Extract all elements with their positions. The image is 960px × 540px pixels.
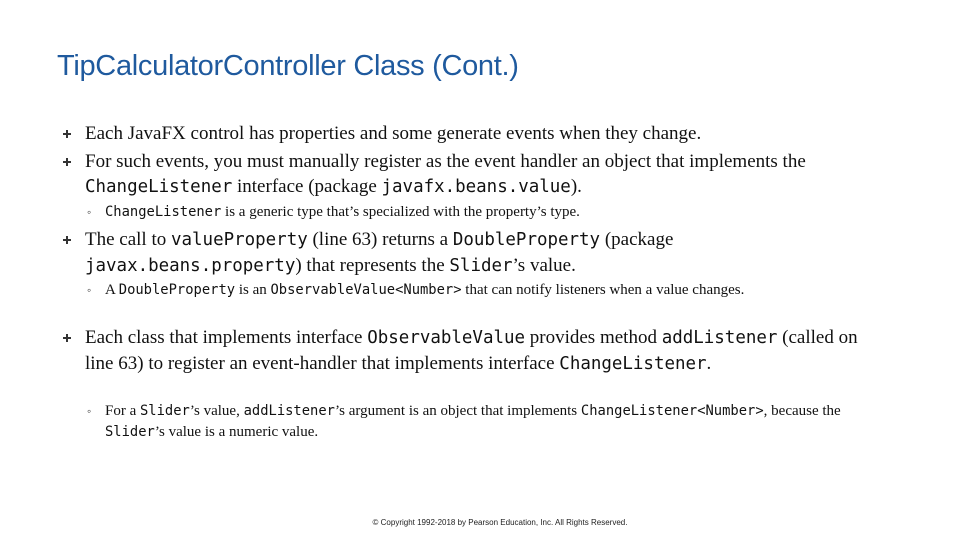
sub-bullet-text: ’s value,	[189, 403, 244, 419]
code-text: ChangeListener	[559, 354, 707, 374]
sub-bullet-text: , because the	[763, 403, 841, 419]
sub-bullet-text: that can notify listeners when a value changes.	[461, 282, 745, 298]
bullet-text: Each JavaFX control has properties and some generate events when they change.	[85, 123, 702, 144]
bullet-text: (line 63) returns a	[307, 229, 453, 250]
bullet-marker-icon	[63, 334, 71, 342]
code-text: valueProperty	[171, 230, 308, 250]
bullet-marker-icon	[63, 130, 71, 138]
bullet-2	[85, 149, 885, 200]
slide-title: TipCalculatorController Class (Cont.)	[57, 50, 519, 82]
code-text: javax.beans.property	[85, 256, 296, 276]
sub-bullet-text: is a generic type that’s specialized with the property’s type.	[221, 204, 580, 220]
code-text: Slider	[140, 403, 190, 419]
bullet-text: provides method	[525, 327, 662, 348]
bullet-text: The call to	[85, 229, 171, 250]
code-text: ObservableValue	[367, 328, 526, 348]
code-text: DoubleProperty	[452, 230, 601, 250]
code-text: ChangeListener	[105, 204, 222, 220]
sub-bullet-text: is an	[235, 282, 271, 298]
bullet-1	[85, 121, 885, 146]
sub-bullet-text: ’s argument is an object that implements	[334, 403, 581, 419]
sub-bullet-3	[87, 280, 875, 301]
sub-bullet-text: For a	[105, 403, 140, 419]
circle-bullet-icon: ◦	[87, 283, 92, 297]
bullet-4	[85, 325, 885, 377]
sub-bullet-4	[87, 401, 875, 443]
bullet-text: ).	[570, 176, 582, 197]
bullet-text: Each class that implements interface	[85, 327, 368, 348]
code-text: DoubleProperty	[118, 282, 236, 298]
bullet-text: For such events, you must manually register as the event handler an object that implements the	[85, 151, 806, 172]
circle-bullet-icon: ◦	[87, 205, 92, 219]
code-text: addListener	[243, 403, 335, 419]
code-text: ChangeListener<Number>	[580, 403, 764, 419]
bullet-text: ’s value.	[512, 255, 576, 276]
bullet-marker-icon	[63, 236, 71, 244]
bullet-text: (package	[600, 229, 674, 250]
sub-bullet-2	[87, 202, 875, 223]
code-text: Slider	[105, 424, 155, 440]
code-text: javafx.beans.value	[381, 177, 571, 197]
sub-bullet-text: ’s value is a numeric value.	[154, 424, 319, 440]
bullet-text: .	[706, 353, 712, 374]
copyright-footer: © Copyright 1992-2018 by Pearson Education, Inc. All Rights Reserved.	[372, 518, 628, 527]
sub-bullet-text: A	[105, 282, 119, 298]
bullet-marker-icon	[63, 158, 71, 166]
code-text: ObservableValue<Number>	[270, 282, 462, 298]
bullet-text: interface (package	[232, 176, 382, 197]
bullet-text: (called on line 63) to register an event-handler that implements interface	[85, 327, 858, 374]
bullet-text: ) that represents the	[295, 255, 450, 276]
code-text: addListener	[661, 328, 778, 348]
code-text: Slider	[449, 256, 513, 276]
code-text: ChangeListener	[85, 177, 233, 197]
circle-bullet-icon: ◦	[87, 404, 92, 418]
bullet-3	[85, 227, 885, 279]
